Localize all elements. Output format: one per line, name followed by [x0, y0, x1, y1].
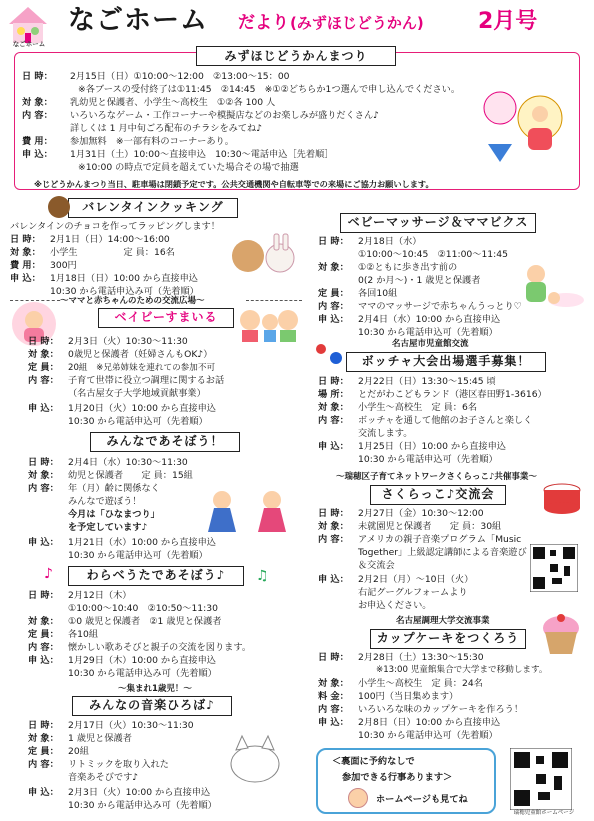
baby-massage-row: ①10:00～10:45 ②11:00～11:45 — [358, 249, 508, 260]
valentine-title: バレンタインクッキング — [68, 198, 238, 218]
baby-massage-row: 申 込： 2月4日（水）10:00 から直接申込 — [318, 314, 501, 325]
music-note-icon: ♫ — [256, 568, 269, 584]
festival-title: みずほじどうかんまつり — [196, 46, 396, 66]
boccia-row: 10:30 から電話申込可（先着順） — [358, 454, 498, 465]
minna-asobo-row: を予定しています♪ — [68, 522, 148, 533]
cupcake-title: カップケーキをつくろう — [370, 629, 526, 649]
bear-rabbit-icon — [228, 228, 302, 284]
minna-asobo-row: 10:30 から電話申込可（先着順） — [68, 550, 208, 561]
baby-smile-row: 申 込： 1月20日（火）10:00 から直接申込 — [28, 403, 216, 414]
ball-icon — [316, 344, 326, 354]
warabeuta-row: ①10:00～10:40 ②10:50～11:30 — [68, 603, 218, 614]
sakurakko-row: Together」上級認定講師による音楽遊び — [358, 547, 527, 558]
festival-character-icon — [482, 84, 566, 164]
minna-asobo-row: 内 容： 年（月）齢に関係なく — [28, 483, 160, 494]
festival-row: 費 用： 参加無料 ※一部有料のコーナーあり。 — [22, 136, 234, 147]
cupcake-row: ※13:00 児童館集合で大学まで移動します。 — [376, 665, 548, 675]
music-row: 10:30 から電話申込み可（先着順） — [68, 800, 217, 811]
sakurakko-row: ＆交流会 — [358, 560, 395, 571]
festival-row: 詳しくは 1 月中旬ごろ配布のチラシをみてね♪ — [70, 123, 263, 134]
music-title: みんなの音楽ひろば♪ — [72, 696, 232, 716]
google-form-qr-code-icon[interactable] — [530, 544, 578, 592]
warabeuta-row: 申 込： 1月29日（木）10:00 から直接申込 — [28, 655, 216, 666]
festival-row: 日 時： 2月15日（日）①10:00～12:00 ②13:00～15：00 — [22, 71, 290, 82]
baby-massage-row: 0(2 か月～)・1 歳児と保護者 — [358, 275, 481, 286]
baby-smile-row: 10:30 から電話申込可（先着順） — [68, 416, 208, 427]
sakurakko-row: 内 容： アメリカの親子音楽プログラム「Music — [318, 534, 522, 545]
sakurakko-row: 日 時： 2月27日（金）10:30～12:00 — [318, 508, 484, 519]
back-page-notice-line1: ＜裏面に予約なしで — [332, 756, 415, 767]
boccia-title: ボッチャ大会出場選手募集！ — [346, 352, 546, 372]
warabeuta-row: 定 員： 各10組 — [28, 629, 99, 640]
baby-massage-title: ベビーマッサージ＆ママビクス — [340, 213, 536, 233]
music-row: 音楽あそびです♪ — [68, 772, 139, 783]
hina-dolls-icon — [196, 486, 300, 534]
warabeuta-row: 対 象： ①0 歳児と保護者 ②1 歳児と保護者 — [28, 616, 222, 627]
cupcake-row: 料 金： 100円（当日集めます） — [318, 691, 459, 702]
baby-smile-row: 内 容： 子育て世帯に役立つ調理に関するお話 — [28, 375, 225, 386]
chocolate-icon — [48, 196, 70, 218]
boccia-row: 場 所： とだがわこどもランド（港区春田野1-3616） — [318, 389, 547, 400]
cupcake-row: 内 容： いろいろな味のカップケーキを作ろう！ — [318, 704, 524, 715]
festival-row: 内 容： いろいろなゲーム・工作コーナーや模擬店などのお楽しみが盛りだくさん♪ — [22, 110, 380, 121]
festival-row: 申 込： 1月31日（土）10:00～直接申込 10:30～電話申込［先着順］ — [22, 149, 334, 160]
cupcake-row: 日 時： 2月28日（土）13:30～15:30 — [318, 652, 484, 663]
festival-row: ※各ブースの受付終了は①11:45 ②14:45 ※①②どちらか1つ選んで申し込んでください。 — [78, 84, 461, 95]
boccia-row: 対 象： 小学生～高校生 定 員：6名 — [318, 402, 478, 413]
sakurakko-row: 右記グーグルフォームより — [358, 587, 468, 598]
minna-asobo-row: 対 象： 幼児と保護者 定 員：15組 — [28, 470, 193, 481]
homepage-qr-code-icon[interactable] — [510, 748, 572, 810]
valentine-intro: バレンタインのチョコを作ってラッピングします！ — [10, 221, 220, 232]
header — [0, 0, 594, 52]
newsletter-title-tayori: だより — [238, 13, 289, 33]
baby-smile-row: 定 員： 20組 ※兄弟姉妹を連れての参加不可 — [28, 362, 216, 373]
music-pretitle: ～集まれ1歳児！～ — [118, 684, 192, 694]
sakurakko-row: 対 象： 未就園児と保護者 定 員：30組 — [318, 521, 502, 532]
warabeuta-row: 内 容： 懐かしい歌あそびと親子の交流を図ります。 — [28, 642, 252, 653]
newsletter-title: なごホーム — [68, 5, 208, 36]
baby-massage-row: 対 象： ①②ともに歩き出す前の — [318, 262, 458, 273]
minna-asobo-row: 日 時： 2月4日（水）10:30～11:30 — [28, 457, 188, 468]
valentine-row: 申 込： 1月18日（日）10:00 から直接申込 — [10, 273, 198, 284]
boccia-row: 日 時： 2月22日（日）13:30～15:45 頃 — [318, 376, 496, 387]
sakurakko-row: 申 込： 2月2日（月）～10日（火） — [318, 574, 474, 585]
baby-massage-row: 内 容： ママのマッサージで赤ちゃんうっとり♡ — [318, 301, 522, 312]
cupcake-row: 対 象： 小学生～高校生 定 員：24名 — [318, 678, 483, 689]
music-row: 日 時： 2月17日（火）10:30～11:30 — [28, 720, 194, 731]
festival-row: 対 象： 乳幼児と保護者、小学生～高校生 ①②各 100 人 — [22, 97, 276, 108]
warabeuta-row: 日 時： 2月12日（木） — [28, 590, 132, 601]
logo-caption: なごホーム — [12, 40, 46, 48]
baby-massage-icon — [520, 262, 586, 310]
music-row: 定 員： 20組 — [28, 746, 89, 757]
warabeuta-title: わらべうたであそぼう♪ — [68, 566, 244, 586]
baby-massage-row: 日 時： 2月18日（水） — [318, 236, 422, 247]
music-note-icon: ♪ — [44, 566, 53, 582]
music-row: 申 込： 2月3日（火）10:00 から直接申込 — [28, 787, 211, 798]
homepage-link[interactable]: ホームページも見てね — [376, 794, 468, 805]
sakurakko-pretitle: ～瑞穂区子育てネットワークさくらっこ♪共催事業～ — [336, 472, 537, 482]
baby-smile-title: ベイビーすまいる — [98, 308, 234, 328]
cupcake-pretitle: 名古屋調理大学交流事業 — [396, 616, 490, 626]
boccia-row: 内 容： ボッチャを通して他館のお子さんと楽しく — [318, 415, 533, 426]
issue-month: 2月号 — [478, 9, 538, 34]
sakurakko-row: お申込ください。 — [358, 600, 432, 611]
boccia-row: 交流します。 — [358, 428, 413, 439]
music-row: 内 容： リトミックを取り入れた — [28, 759, 169, 770]
ball-icon — [330, 352, 342, 364]
music-row: 対 象： 1 歳児と保護者 — [28, 733, 132, 744]
cat-icon — [222, 734, 288, 784]
minna-asobo-row: 今月は「ひなまつり」 — [68, 509, 160, 520]
cupcake-row: 10:30 から電話申込可（先着順） — [358, 730, 498, 741]
valentine-row: 対 象： 小学生 定 員：16名 — [10, 247, 175, 258]
valentine-row: 10:30 から電話申込み可（先着順） — [50, 286, 199, 297]
baby-massage-row: 10:30 から電話申込可（先着順） — [358, 327, 498, 338]
baby-smile-pretitle: ～ママと赤ちゃんのための交流広場～ — [60, 296, 205, 306]
child-face-icon — [348, 788, 368, 808]
festival-row: ※10:00 の時点で定員を超えていた場合その場で抽選 — [78, 162, 299, 173]
sakurakko-title: さくらっこ♪交流会 — [370, 485, 506, 505]
baby-smile-row: 対 象： 0歳児と保護者（妊婦さんもOK♪） — [28, 349, 213, 360]
newsletter-subtitle: (みずほじどうかん) — [290, 14, 424, 32]
baby-smile-row: 日 時： 2月3日（火）10:30～11:30 — [28, 336, 188, 347]
homepage-qr-caption: 瑞穂児童館ホームページ — [513, 810, 575, 816]
baby-smile-row: （名古屋女子大学地域貢献事業） — [68, 388, 206, 399]
valentine-row: 費 用： 300円 — [10, 260, 77, 271]
boccia-pretitle: 名古屋市児童館交流 — [392, 339, 469, 349]
baby-massage-row: 定 員： 各回10組 — [318, 288, 398, 299]
boccia-row: 申 込： 1月25日（日）10:00 から直接申込 — [318, 441, 506, 452]
cupcake-icon — [536, 614, 586, 656]
drum-icon — [540, 480, 584, 516]
festival-warning: ※じどうかんまつり当日、駐車場は閉鎖予定です。公共交通機関や自転車等での来場にご協力お願いします。 — [34, 179, 434, 189]
minna-asobo-title: みんなであそぼう！ — [90, 432, 240, 452]
cupcake-row: 申 込： 2月8日（日）10:00 から直接申込 — [318, 717, 501, 728]
warabeuta-row: 10:30 から電話申込み可（先着順） — [68, 668, 217, 679]
family-icon — [236, 306, 300, 342]
minna-asobo-row: みんなで遊ぼう！ — [68, 496, 142, 507]
divider — [246, 300, 302, 301]
valentine-row: 日 時： 2月1日（日）14:00～16:00 — [10, 234, 170, 245]
back-page-notice-line2: 参加できる行事あります＞ — [342, 772, 453, 783]
minna-asobo-row: 申 込： 1月21日（水）10:00 から直接申込 — [28, 537, 216, 548]
